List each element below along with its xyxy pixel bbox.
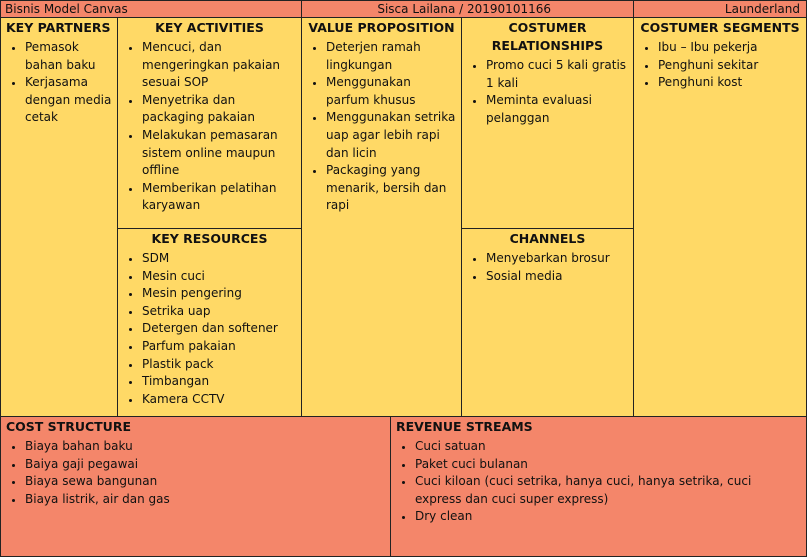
revenue-streams-list [391,438,806,526]
list-item: • Memberikan pelatihan karyawan [142,180,297,215]
canvas-title: Bisnis Model Canvas [5,2,128,16]
revenue-streams-title: REVENUE STREAMS [396,419,533,434]
list-item: • Mesin cuci [142,268,297,286]
list-item: • SDM [142,250,297,268]
channels-list [462,250,633,285]
value-proposition-list [302,39,461,215]
list-item: • Kerjasama dengan media cetak [25,74,113,127]
customer-relationships-block [461,17,634,229]
key-partners-title: KEY PARTNERS [6,20,111,35]
key-activities-block [117,17,302,229]
list-item: • Pemasok bahan baku [25,39,113,74]
list-item: • Mencuci, dan mengeringkan pakaian sesuai SOP [142,39,297,92]
list-item: • Mesin pengering [142,285,297,303]
customer-segments-list [634,39,806,92]
header-center-cell [301,0,634,18]
list-item: • Penghuni kost [658,74,802,92]
customer-relationships-title: COSTUMER RELATIONSHIPS [491,20,604,53]
list-item: • Meminta evaluasi pelanggan [486,92,629,127]
list-item: • Deterjen ramah lingkungan [326,39,457,74]
list-item: • Ibu – Ibu pekerja [658,39,802,57]
key-resources-list [118,250,301,408]
cost-structure-title: COST STRUCTURE [6,419,131,434]
list-item: • Setrika uap [142,303,297,321]
list-item: • Menggunakan parfum khusus [326,74,457,109]
key-activities-title: KEY ACTIVITIES [155,20,264,35]
key-resources-block [117,228,302,417]
key-partners-list [1,39,117,127]
value-proposition-title: VALUE PROPOSITION [308,20,455,35]
key-resources-title: KEY RESOURCES [151,231,268,246]
list-item: • Sosial media [486,268,629,286]
list-item: • Kamera CCTV [142,391,297,409]
channels-block [461,228,634,417]
list-item: • Dry clean [415,508,792,526]
list-item: • Promo cuci 5 kali gratis 1 kali [486,57,629,92]
list-item: • Menyebarkan brosur [486,250,629,268]
list-item: • Paket cuci bulanan [415,456,792,474]
customer-segments-block [633,17,807,417]
list-item: • Packaging yang menarik, bersih dan rapi [326,162,457,215]
header-right-cell [633,0,807,18]
list-item: • Baiya gaji pegawai [25,456,386,474]
cost-structure-list [1,438,390,508]
list-item: • Cuci kiloan (cuci setrika, hanya cuci, hanya setrika, cuci express dan cuci super express) [415,473,792,508]
customer-segments-title: COSTUMER SEGMENTS [640,20,800,35]
business-name: Launderland [724,2,800,16]
list-item: • Detergen dan softener [142,320,297,338]
value-proposition-block [301,17,462,417]
header-left-cell [0,0,302,18]
cost-structure-block [0,416,391,557]
channels-title: CHANNELS [509,231,586,246]
list-item: • Menyetrika dan packaging pakaian [142,92,297,127]
list-item: • Biaya bahan baku [25,438,386,456]
list-item: • Melakukan pemasaran sistem online maupun offline [142,127,297,180]
list-item: • Biaya sewa bangunan [25,473,386,491]
list-item: • Biaya listrik, air dan gas [25,491,386,509]
list-item: • Parfum pakaian [142,338,297,356]
list-item: • Penghuni sekitar [658,57,802,75]
key-partners-block [0,17,118,417]
list-item: • Plastik pack [142,356,297,374]
list-item: • Timbangan [142,373,297,391]
key-activities-list [118,39,301,215]
list-item: • Menggunakan setrika uap agar lebih rapi dan licin [326,109,457,162]
list-item: • Cuci satuan [415,438,792,456]
customer-relationships-list [462,57,633,127]
author-label: Sisca Lailana / 20190101166 [377,2,551,16]
revenue-streams-block [390,416,807,557]
